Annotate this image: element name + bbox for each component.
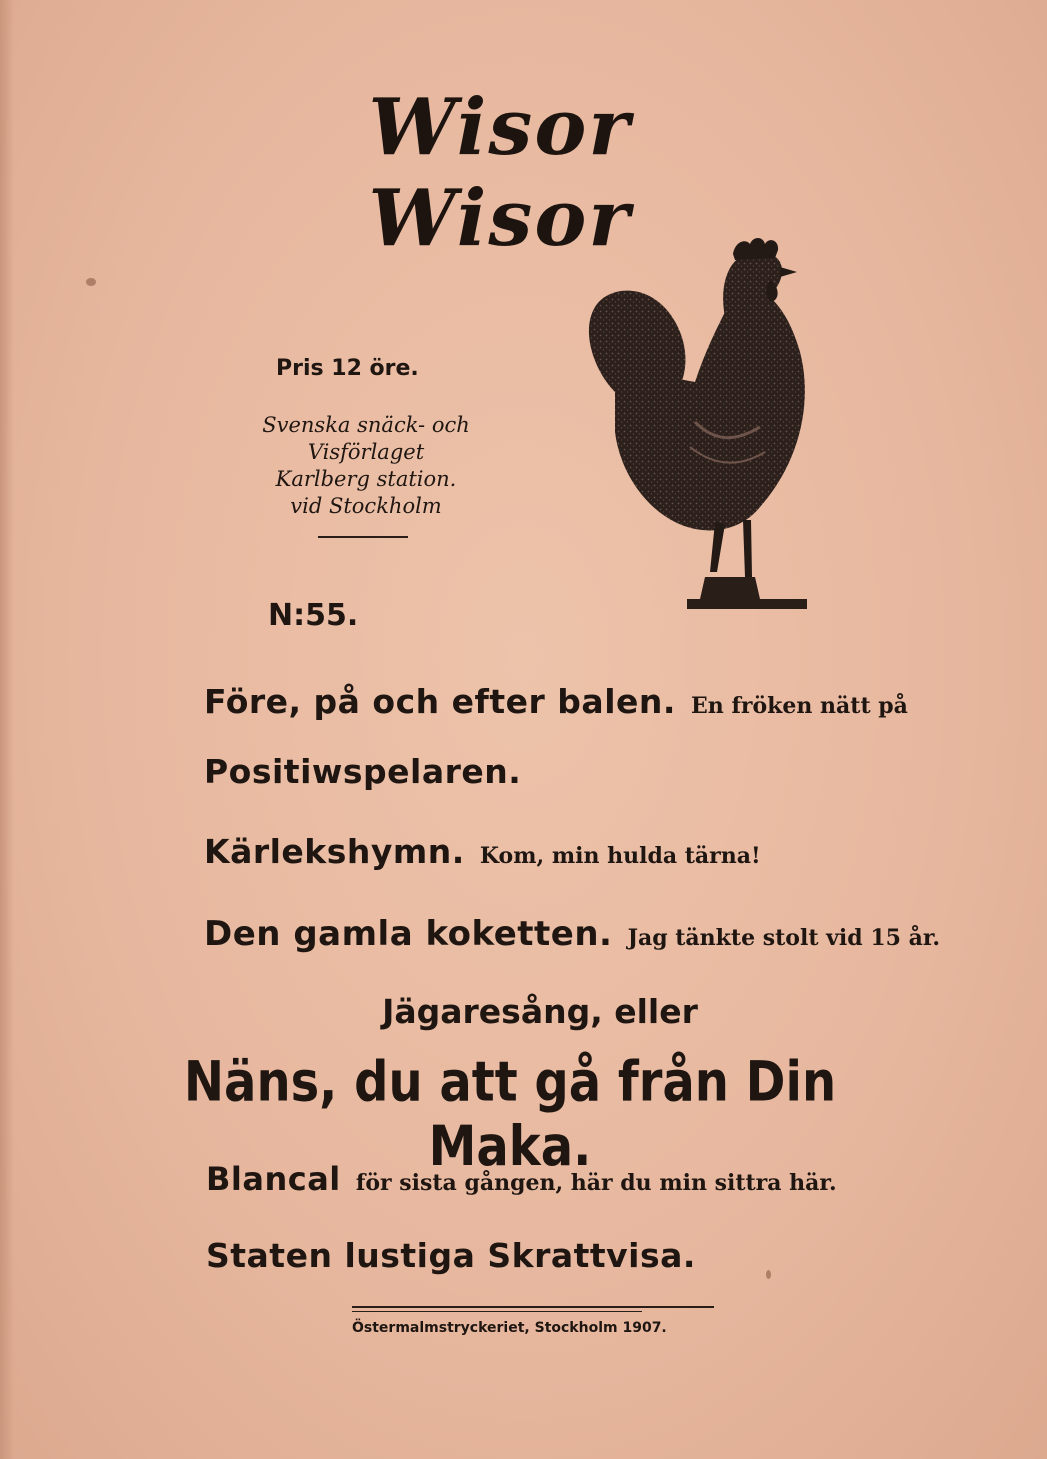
- song-subtitle: Kom, min hulda tärna!: [479, 843, 761, 869]
- rooster-icon: [575, 232, 820, 617]
- list-item: [204, 832, 761, 871]
- publisher-line: vid Stockholm: [290, 494, 442, 518]
- publisher-line: Visförlaget: [307, 440, 425, 464]
- list-item: [204, 752, 521, 791]
- divider: [318, 536, 408, 538]
- song-title: Positiwspelaren.: [204, 752, 522, 791]
- divider: [352, 1306, 714, 1308]
- publisher-line: Svenska snäck- och: [262, 413, 470, 437]
- divider: [352, 1311, 642, 1312]
- stain-spot: [766, 1270, 771, 1279]
- song-title: Före, på och efter balen.: [204, 682, 676, 721]
- featured-song-heading: Jägaresång, eller: [382, 992, 698, 1031]
- song-title: Blancal: [206, 1160, 341, 1198]
- song-title: Kärlekshymn.: [204, 832, 465, 871]
- song-subtitle: för sista gången, här du min sittra här.: [355, 1170, 837, 1196]
- featured-song-title: Näns, du att gå från Din Maka.: [183, 1050, 837, 1179]
- song-title: Den gamla koketten.: [204, 914, 613, 954]
- list-item: [204, 914, 940, 954]
- list-item: [206, 1236, 696, 1275]
- song-subtitle: Jag tänkte stolt vid 15 år.: [627, 925, 941, 951]
- song-title: Staten lustiga Skrattvisa.: [206, 1236, 696, 1275]
- page-title: Wisor Wisor: [368, 82, 632, 264]
- publisher-block: [236, 412, 496, 520]
- song-subtitle: En fröken nätt på: [691, 693, 908, 719]
- printer-imprint: Östermalmstryckeriet, Stockholm 1907.: [352, 1320, 667, 1336]
- stain-spot: [86, 278, 96, 286]
- publisher-line: Karlberg station.: [275, 467, 457, 491]
- issue-number: N:55.: [268, 598, 359, 633]
- list-item: [206, 1160, 837, 1198]
- paper-edge-shadow: [0, 0, 14, 1459]
- price-label: Pris 12 öre.: [276, 356, 419, 381]
- list-item: [204, 682, 908, 721]
